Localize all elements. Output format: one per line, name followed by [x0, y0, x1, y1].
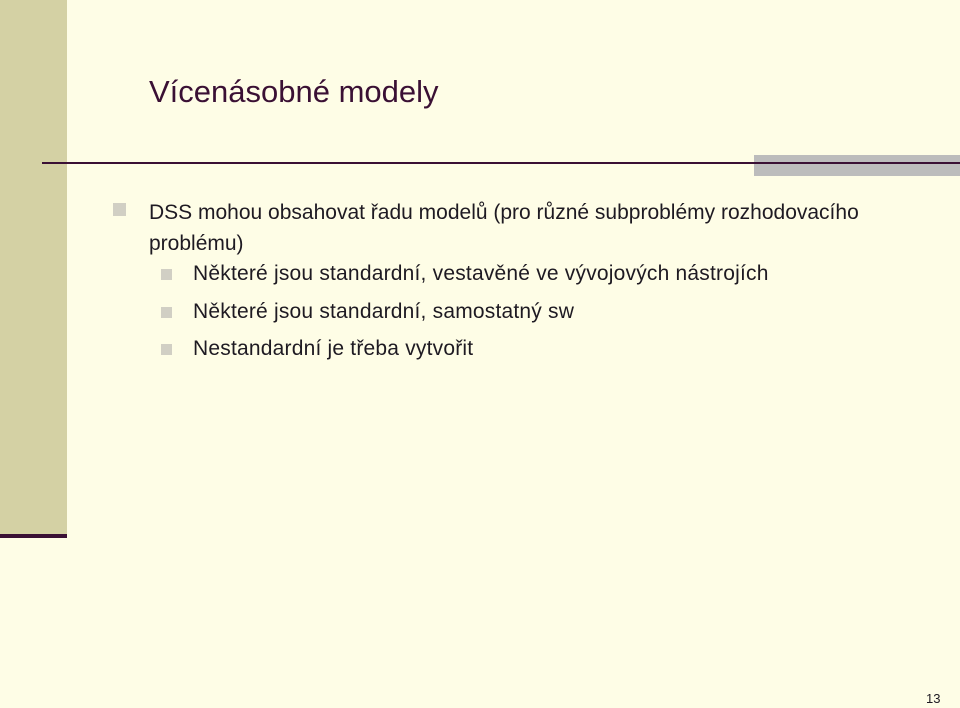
bullet-square-icon [113, 203, 126, 216]
sub-bullet-square-icon [161, 269, 172, 280]
title-divider-accent-bar [754, 155, 960, 176]
sub-bullet-text-2: Některé jsou standardní, samostatný sw [193, 300, 575, 323]
sub-bullet-square-icon [161, 344, 172, 355]
sub-bullet-square-icon [161, 307, 172, 318]
slide-title: Vícenásobné modely [149, 74, 439, 109]
main-bullet-text: DSS mohou obsahovat řadu modelů (pro různé subproblémy rozhodovacího problému) [149, 201, 859, 255]
sub-bullet-text-3: Nestandardní je třeba vytvořit [193, 337, 474, 360]
left-decorative-band [0, 0, 67, 535]
page-number: 13 [926, 691, 941, 706]
left-band-underline [0, 534, 67, 538]
sub-bullet-text-1: Některé jsou standardní, vestavěné ve vývojových nástrojích [193, 262, 769, 285]
